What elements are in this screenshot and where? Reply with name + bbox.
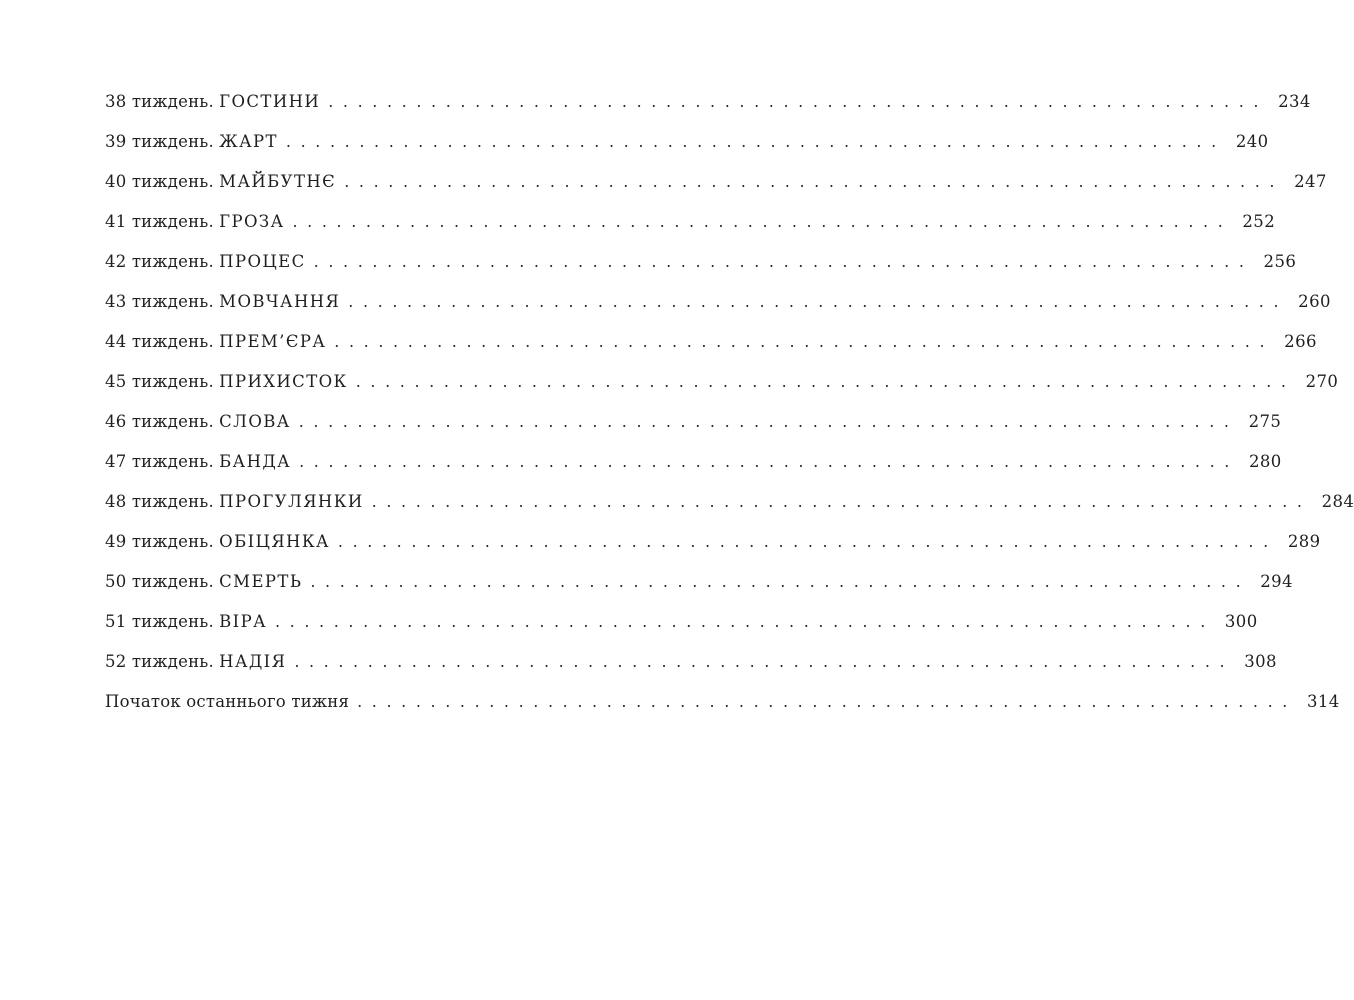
toc-entry-page-number: 284	[1321, 492, 1354, 511]
toc-entry-page-number: 289	[1287, 532, 1321, 551]
toc-entry-week: 42 тиждень.	[105, 252, 214, 271]
toc-entry-week: 52 тиждень.	[105, 652, 214, 671]
toc-entry-week: 44 тиждень.	[105, 332, 214, 351]
toc-entry[interactable]	[105, 649, 1277, 689]
toc-entry[interactable]	[105, 689, 1340, 729]
toc-entry[interactable]	[105, 169, 1327, 209]
toc-entry-title	[105, 609, 267, 635]
dot-leader: ................................................................	[313, 252, 1254, 271]
dot-leader: ................................................................	[344, 172, 1285, 191]
toc-entry-title	[105, 169, 336, 195]
toc-entry-week: 46 тиждень.	[105, 412, 214, 431]
toc-entry-chapter-name: МОВЧАННЯ	[219, 292, 341, 311]
toc-entry[interactable]	[105, 249, 1297, 289]
toc-entry-title	[105, 449, 291, 475]
toc-entry-title	[105, 649, 286, 675]
toc-entry-week: 51 тиждень.	[105, 612, 214, 631]
toc-entry-chapter-name: СМЕРТЬ	[219, 572, 303, 591]
toc-entry-week: 40 тиждень.	[105, 172, 214, 191]
toc-entry-page-number: 275	[1248, 412, 1282, 431]
toc-entry-title	[105, 529, 330, 555]
dot-leader: ................................................................	[348, 292, 1289, 311]
toc-entry-week: 50 тиждень.	[105, 572, 214, 591]
toc-entry[interactable]	[105, 449, 1282, 489]
toc-entry-title	[105, 409, 291, 435]
toc-entry-page-number: 234	[1278, 92, 1311, 111]
toc-entry-week: 41 тиждень.	[105, 212, 214, 231]
toc-entry[interactable]	[105, 369, 1339, 409]
toc-entry-title	[105, 129, 278, 155]
toc-entry-title	[105, 329, 326, 355]
toc-entry-chapter-name: ПРОЦЕС	[219, 252, 306, 271]
dot-leader: ................................................................	[275, 612, 1215, 631]
toc-entry-week: 39 тиждень.	[105, 132, 214, 151]
toc-entry-chapter-name: МАЙБУТНЄ	[219, 172, 337, 191]
toc-entry-page-number: 240	[1235, 132, 1269, 151]
toc-entry-week: 45 тиждень.	[105, 372, 214, 391]
toc-entry-chapter-name: ОБІЦЯНКА	[219, 532, 330, 551]
toc-entry[interactable]	[105, 329, 1317, 369]
toc-entry-title	[105, 249, 306, 275]
dot-leader: ................................................................	[337, 532, 1278, 551]
toc-entry-chapter-name: НАДІЯ	[219, 652, 287, 671]
toc-entry-page-number: 256	[1263, 252, 1297, 271]
toc-entry-title	[105, 369, 348, 395]
dot-leader: ................................................................	[310, 572, 1251, 591]
toc-entry-page-number: 260	[1298, 292, 1331, 311]
toc-entry-chapter-name: ПРОГУЛЯНКИ	[219, 492, 364, 511]
toc-entry-page-number: 314	[1306, 692, 1340, 711]
dot-leader: ................................................................	[371, 492, 1312, 511]
toc-entry-title	[105, 689, 349, 715]
toc-entry[interactable]	[105, 89, 1311, 129]
toc-entry-chapter-name: ГРОЗА	[219, 212, 285, 231]
toc-entry-chapter-name: ГОСТИНИ	[219, 92, 321, 111]
toc-entry-page-number: 266	[1284, 332, 1317, 351]
toc-entry-week: 38 тиждень.	[105, 92, 214, 111]
toc-entry-title	[105, 209, 285, 235]
dot-leader: ................................................................	[299, 452, 1239, 471]
toc-entry-page-number: 270	[1305, 372, 1339, 391]
toc-entry[interactable]	[105, 289, 1331, 329]
toc-entry-week: 49 тиждень.	[105, 532, 214, 551]
dot-leader: ................................................................	[334, 332, 1275, 351]
toc-entry[interactable]	[105, 569, 1293, 609]
toc-entry-page-number: 252	[1242, 212, 1276, 231]
toc-entry-page-number: 308	[1244, 652, 1277, 671]
toc-entry-title	[105, 89, 320, 115]
toc-entry-week: 47 тиждень.	[105, 452, 214, 471]
toc-entry-page-number: 300	[1224, 612, 1258, 631]
toc-entry-page-number: 247	[1294, 172, 1327, 191]
dot-leader: ................................................................	[285, 132, 1226, 151]
toc-entry[interactable]	[105, 409, 1282, 449]
toc-entry-week: 43 тиждень.	[105, 292, 214, 311]
toc-entry-chapter-name: ПРЕМ’ЄРА	[219, 332, 327, 351]
dot-leader: ................................................................	[298, 412, 1239, 431]
toc-entry-chapter-name: ВІРА	[219, 612, 267, 631]
toc-entry-page-number: 294	[1260, 572, 1293, 591]
toc-entry-page-number: 280	[1248, 452, 1282, 471]
toc-entry-chapter-name: СЛОВА	[219, 412, 291, 431]
dot-leader: ................................................................	[328, 92, 1269, 111]
toc-entry-title	[105, 569, 302, 595]
toc-entry[interactable]	[105, 489, 1354, 529]
toc-entry-chapter-name: ЖАРТ	[219, 132, 278, 151]
toc-entry-week: 48 тиждень.	[105, 492, 214, 511]
toc-entry-title	[105, 489, 364, 515]
toc-entry-section: Початок останнього тижня	[105, 692, 350, 711]
toc-entry[interactable]	[105, 129, 1269, 169]
dot-leader: ................................................................	[292, 212, 1233, 231]
toc-entry[interactable]	[105, 609, 1258, 649]
dot-leader: ................................................................	[355, 372, 1296, 391]
dot-leader: ................................................................	[294, 652, 1235, 671]
toc-entry[interactable]	[105, 209, 1276, 249]
toc-entry-chapter-name: БАНДА	[219, 452, 292, 471]
toc-entry-chapter-name: ПРИХИСТОК	[219, 372, 348, 391]
toc-entry-title	[105, 289, 340, 315]
dot-leader: ................................................................	[357, 692, 1297, 711]
toc-entry[interactable]	[105, 529, 1321, 569]
table-of-contents	[105, 89, 1354, 729]
